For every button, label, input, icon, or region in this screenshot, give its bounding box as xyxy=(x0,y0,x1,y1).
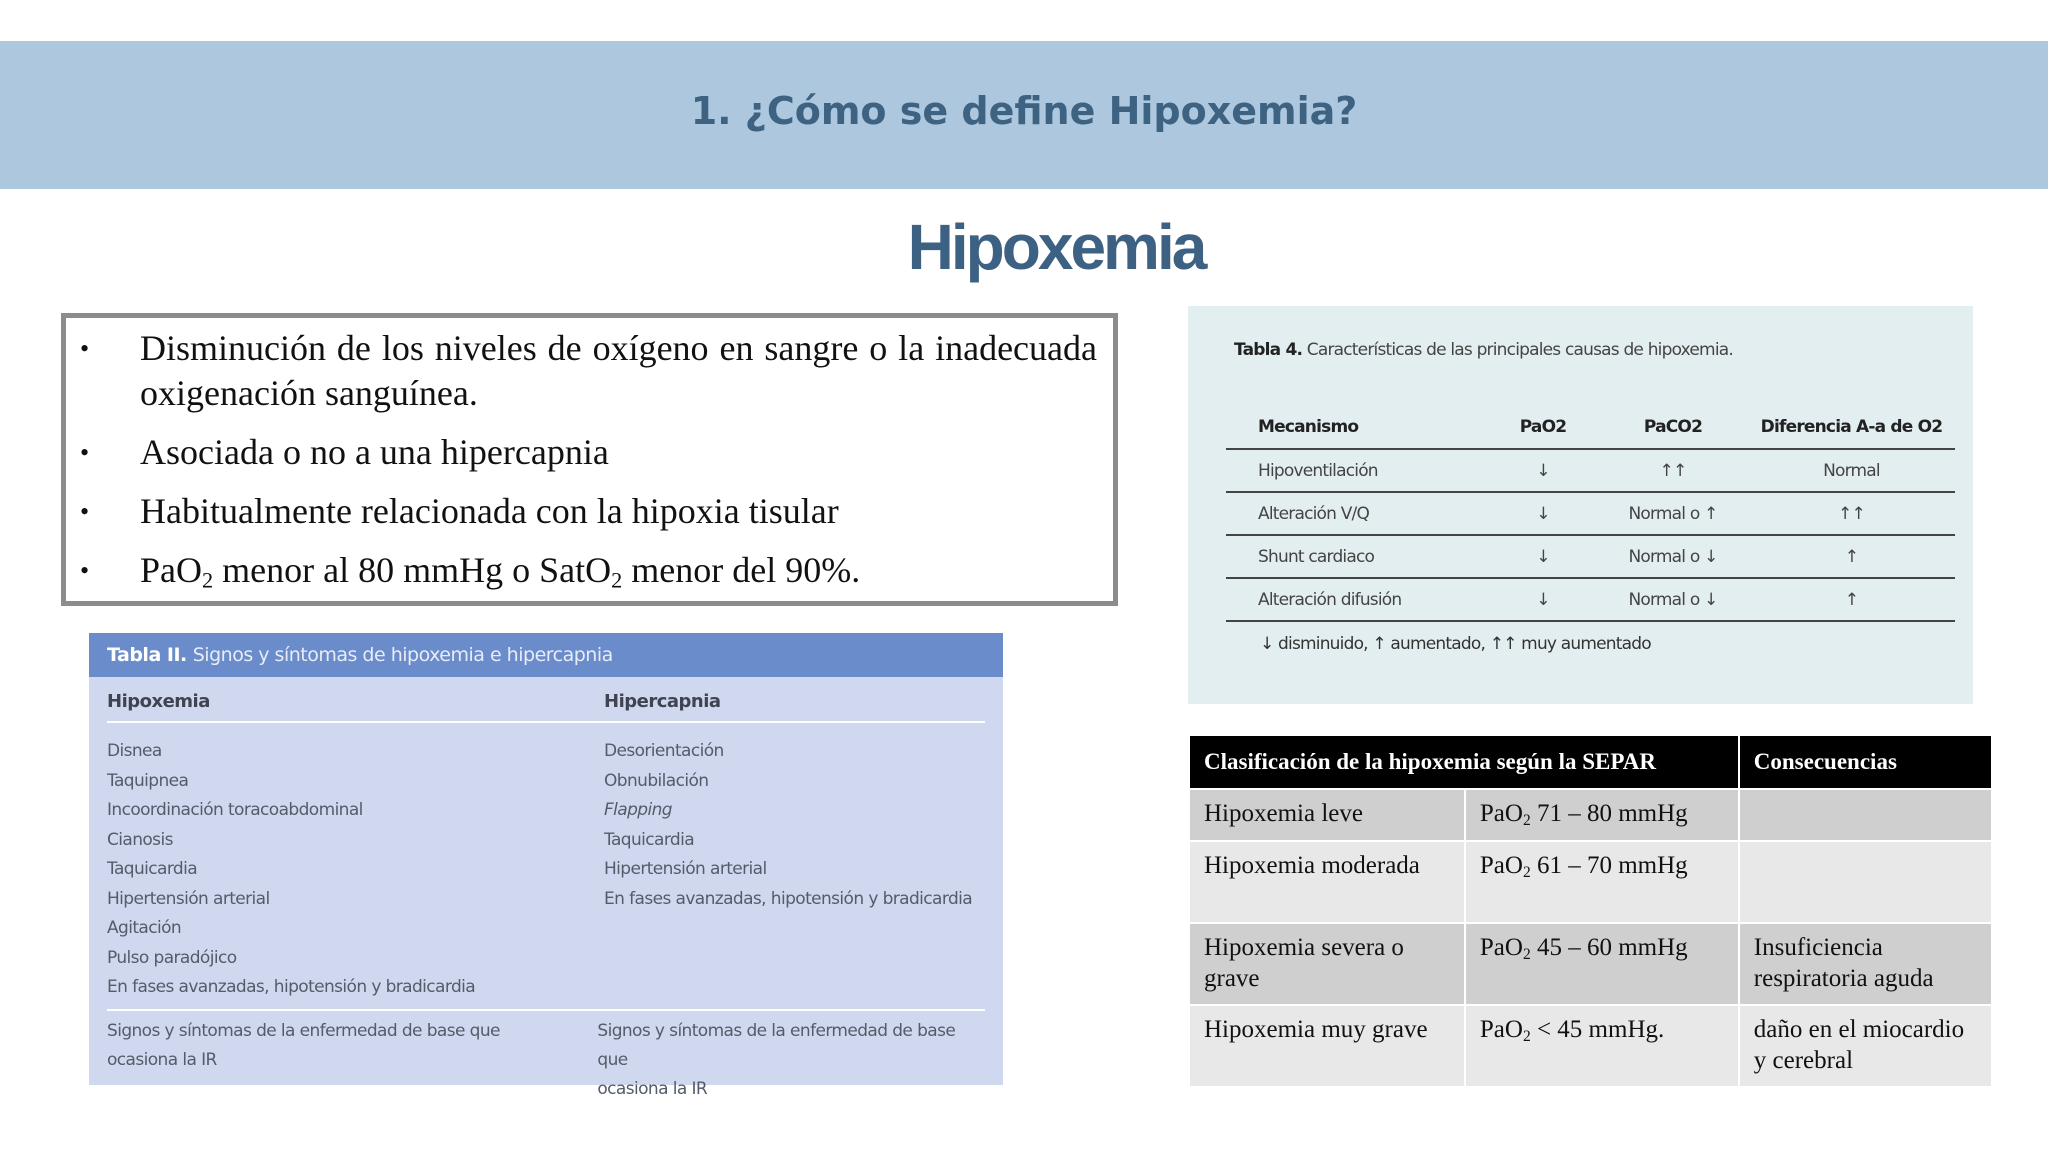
hipoxemia-list xyxy=(107,737,604,1003)
table-cell xyxy=(1739,841,1992,923)
table-row: Alteración V/Q ↓ Normal o ↑ ↑↑ xyxy=(1226,492,1955,535)
bullet-item xyxy=(80,548,1097,593)
definition-box xyxy=(61,313,1118,606)
table-row xyxy=(107,1017,985,1104)
table-cell: Insuficiencia respiratoria aguda xyxy=(1739,923,1992,1005)
divider xyxy=(107,1110,985,1112)
list-item: Disnea xyxy=(107,741,162,761)
bullet-item xyxy=(80,326,1097,416)
table-cell: PaO$_2$ < 45 mmHg. xyxy=(1465,1005,1739,1087)
section-title: 1. ¿Cómo se define Hipoxemia? xyxy=(690,89,1358,133)
list-item: Flapping xyxy=(604,800,672,820)
section-banner xyxy=(0,41,2048,189)
bullet-item xyxy=(80,489,1097,534)
table-caption: Tabla II. Signos y síntomas de hipoxemia e hipercapnia xyxy=(89,633,1003,677)
table-cell: PaO$_2$ 71 – 80 mmHg xyxy=(1465,789,1739,841)
bullet-text: Habitualmente relacionada con la hipoxia tisular xyxy=(140,491,839,531)
table-header-row xyxy=(1226,406,1955,449)
list-item: Hipertensión arterial xyxy=(107,888,270,909)
list-item: Incoordinación toracoabdominal xyxy=(107,800,363,820)
bullet-dot: • xyxy=(80,497,90,526)
table-cell: PaO$_2$ 61 – 70 mmHg xyxy=(1465,841,1739,923)
table-signos-sintomas xyxy=(89,633,1003,1099)
table-cell xyxy=(1739,789,1992,841)
hipercapnia-list xyxy=(604,737,972,1003)
column-header: Mecanismo xyxy=(1226,406,1488,449)
bullet-text: PaO$_2$ menor al 80 mmHg o SatO$_2$ menor del 90%. xyxy=(140,550,861,593)
table-row: Shunt cardiaco ↓ Normal o ↓ ↑ xyxy=(1226,535,1955,578)
column-header: PaO2 xyxy=(1488,406,1598,449)
table-causas-hipoxemia xyxy=(1188,306,1973,704)
bullet-text: Asociada o no a una hipercapnia xyxy=(140,432,609,472)
table-row xyxy=(1189,789,1992,841)
list-item: En fases avanzadas, hipotensión y bradicardia xyxy=(604,888,973,909)
column-header: Consecuencias xyxy=(1739,735,1992,789)
bullet-dot: • xyxy=(80,438,90,467)
table-row: Hipoventilación ↓ ↑↑ Normal xyxy=(1226,449,1955,492)
column-header: Diferencia A-a de O2 xyxy=(1748,406,1955,449)
table-cell: Hipoxemia moderada xyxy=(1189,841,1465,923)
list-item: Hipertensión arterial xyxy=(604,859,767,879)
mechanism-table xyxy=(1226,406,1955,622)
table-cell: PaO$_2$ 45 – 60 mmHg xyxy=(1465,923,1739,1005)
table-cell: Hipoxemia muy grave xyxy=(1189,1005,1465,1087)
table-footnote: ↓ disminuido, ↑ aumentado, ↑↑ muy aumentado xyxy=(1260,634,1651,654)
table-cell: Signos y síntomas de la enfermedad de base que ocasiona la IR xyxy=(597,1020,956,1099)
column-header: PaCO2 xyxy=(1598,406,1748,449)
table-cell: daño en el miocardio y cerebral xyxy=(1739,1005,1992,1087)
list-item: Taquicardia xyxy=(107,859,198,879)
bullet-text: Disminución de los niveles de oxígeno en sangre o la inadecuada oxigenación sanguínea. xyxy=(140,328,1097,413)
divider xyxy=(107,1009,985,1011)
table-cell: Hipoxemia leve xyxy=(1189,789,1465,841)
column-header-hipercapnia: Hipercapnia xyxy=(604,691,721,712)
list-item: Taquipnea xyxy=(107,770,189,791)
slide-title: Hipoxemia xyxy=(907,211,1205,283)
list-item: Pulso paradójico xyxy=(107,947,237,968)
bullet-item xyxy=(80,430,1097,475)
bullet-dot: • xyxy=(80,334,90,363)
list-item: Agitación xyxy=(107,918,182,938)
table-header-row xyxy=(1189,735,1992,789)
table-cell: Signos y síntomas de la enfermedad de base que ocasiona la IR xyxy=(107,1020,500,1070)
column-header-hipoxemia: Hipoxemia xyxy=(107,691,210,712)
separ-classification-table xyxy=(1188,734,1993,1088)
table-cell: Hipoxemia severa o grave xyxy=(1189,923,1465,1005)
list-item: Taquicardia xyxy=(604,829,695,850)
table-row xyxy=(1189,1005,1992,1087)
table-row xyxy=(1189,923,1992,1005)
list-item: Cianosis xyxy=(107,829,173,850)
list-item: Desorientación xyxy=(604,741,724,761)
table-caption: Tabla 4. Características de las principales causas de hipoxemia. xyxy=(1234,340,1733,360)
table-row: Alteración difusión ↓ Normal o ↓ ↑ xyxy=(1226,578,1955,621)
bullet-dot: • xyxy=(80,556,90,585)
list-item: Obnubilación xyxy=(604,770,709,791)
column-header: Clasificación de la hipoxemia según la SEPAR xyxy=(1189,735,1739,789)
table-header-row xyxy=(107,691,985,723)
list-item: En fases avanzadas, hipotensión y bradicardia xyxy=(107,977,476,997)
table-row xyxy=(1189,841,1992,923)
